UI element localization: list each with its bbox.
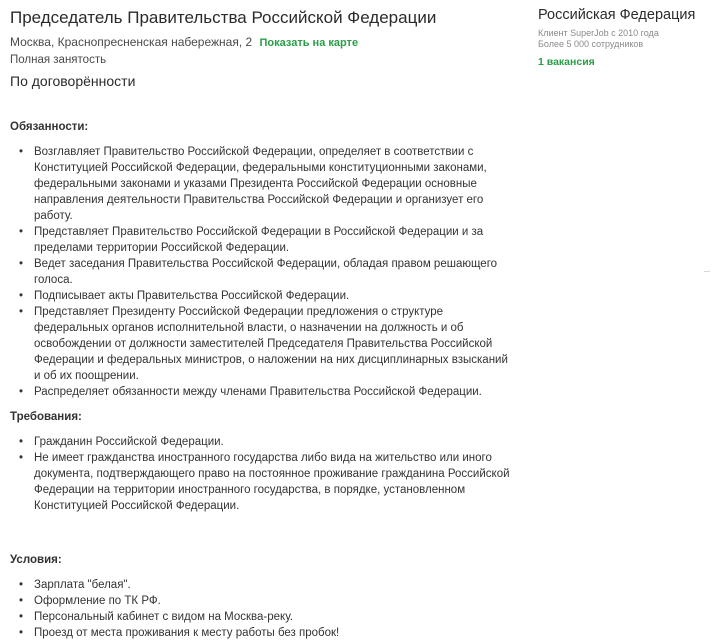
vacancy-main xyxy=(10,0,515,641)
vacancies-link[interactable]: 1 вакансия xyxy=(538,56,595,68)
list-item: • Представляет Правительство Российской Федерации в Российской Федерации и за пределами территории Российской Федерации. xyxy=(34,224,515,256)
scrollbar-marker xyxy=(704,271,710,272)
employment-type: Полная занятость xyxy=(10,54,107,66)
company-meta xyxy=(538,28,713,49)
conditions-list xyxy=(10,577,515,641)
list-item: • Представляет Президенту Российской Федерации предложения о структуре федеральных органов исполнительной власти, о назначении на должность и об освобождении от должности заместителей Председателя Правительства Российской Федерации и федеральных министров, о наложении на них дисциплинарных взысканий и об их поощрении. xyxy=(34,304,515,384)
requirements-heading: Требования: xyxy=(10,411,82,423)
list-item: • Ведет заседания Правительства Российской Федерации, обладая правом решающего голоса. xyxy=(34,256,515,288)
list-item: • Оформление по ТК РФ. xyxy=(34,593,515,609)
requirements-list xyxy=(10,434,515,514)
list-item: • Проезд от места проживания к месту работы без пробок! xyxy=(34,625,515,641)
client-since: Клиент SuperJob с 2010 года xyxy=(538,28,659,38)
employee-count: Более 5 000 сотрудников xyxy=(538,38,644,49)
list-item: • Возглавляет Правительство Российской Федерации, определяет в соответствии с Конституцией Российской Федерации, федеральными конституционными законами, федеральными законами и указами Президента Российской Федерации основные направления деятельности Правительства Российской Федерации и организует его работу. xyxy=(34,144,515,224)
list-item: • Распределяет обязанности между членами Правительства Российской Федерации. xyxy=(34,384,515,400)
show-on-map-link[interactable]: Показать на карте xyxy=(259,37,359,49)
duties-list xyxy=(10,144,515,400)
list-item: • Подписывает акты Правительства Российской Федерации. xyxy=(34,288,515,304)
company-sidebar xyxy=(538,7,713,68)
duties-heading: Обязанности: xyxy=(10,121,89,133)
address-text: Москва, Краснопресненская набережная, 2 xyxy=(10,35,253,49)
vacancy-title: Председатель Правительства Российской Федерации xyxy=(10,8,437,27)
address-row xyxy=(10,35,515,49)
salary: По договорённости xyxy=(10,73,136,89)
company-name[interactable]: Российская Федерация xyxy=(538,7,696,23)
list-item: • Не имеет гражданства иностранного государства либо вида на жительство или иного документа, подтверждающего право на постоянное проживание гражданина Российской Федерации на территории иностранного государства, в порядке, установленном Конституцией Российской Федерации. xyxy=(34,450,515,514)
list-item: • Гражданин Российской Федерации. xyxy=(34,434,515,450)
list-item: • Персональный кабинет с видом на Москва-реку. xyxy=(34,609,515,625)
conditions-heading: Условия: xyxy=(10,554,62,566)
list-item: • Зарплата "белая". xyxy=(34,577,515,593)
